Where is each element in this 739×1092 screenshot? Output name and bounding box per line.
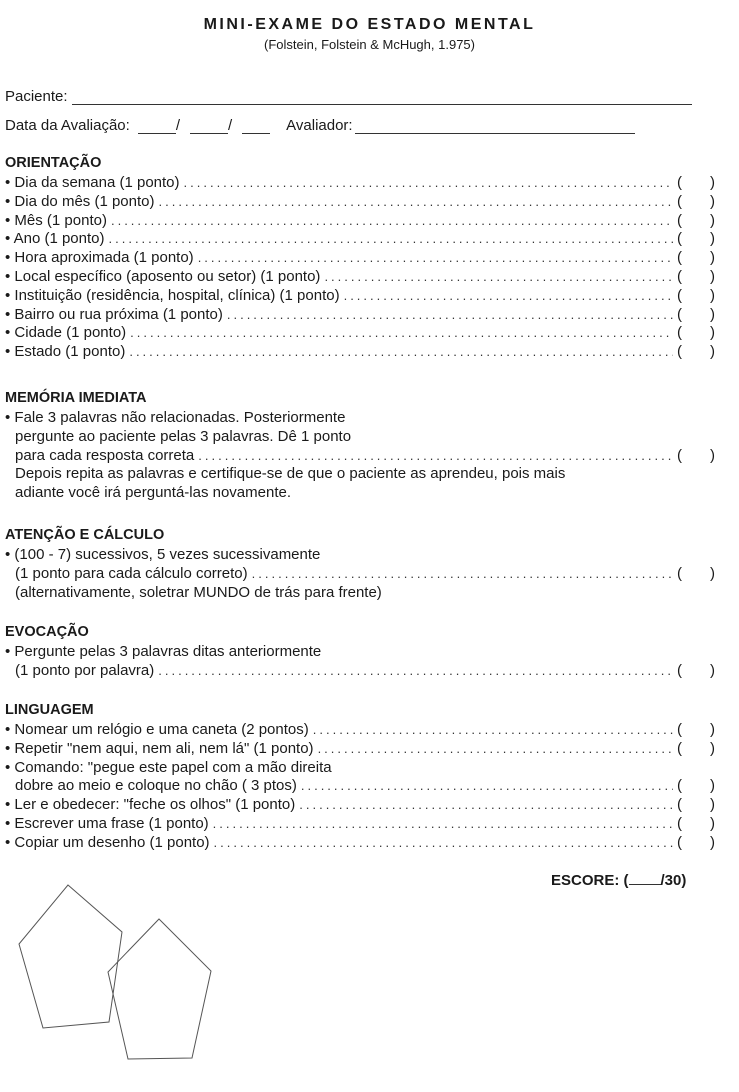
leader-dots (198, 447, 673, 466)
item-text: dobre ao meio e coloque no chão ( 3 ptos) (15, 777, 297, 795)
section-title: ATENÇÃO E CÁLCULO (5, 527, 165, 543)
item-row (5, 643, 715, 662)
leader-dots (111, 212, 673, 231)
paren-open: ( (677, 324, 682, 342)
item-row (5, 287, 715, 306)
score-box[interactable] (677, 740, 715, 759)
patient-field (5, 88, 692, 105)
paren-open: ( (677, 211, 682, 229)
item-text: • Repetir "nem aqui, nem ali, nem lá" (1 ponto) (5, 739, 314, 757)
item-text: • Escrever uma frase (1 ponto) (5, 814, 209, 832)
paren-close: ) (710, 796, 715, 814)
paren-open: ( (677, 305, 682, 323)
date-separator: / (175, 117, 180, 134)
item-text: • Mês (1 ponto) (5, 211, 107, 229)
date-day-line[interactable] (138, 119, 176, 134)
paren-open: ( (677, 721, 682, 738)
leader-dots (213, 815, 673, 834)
item-row (5, 193, 715, 212)
paren-close: ) (710, 343, 715, 361)
paren-close: ) (710, 305, 715, 323)
item-text: • Nomear um relógio e uma caneta (2 pontos) (5, 721, 309, 738)
leader-dots (130, 324, 673, 343)
leader-dots (158, 662, 673, 681)
date-month-line[interactable] (190, 119, 228, 134)
paren-open: ( (677, 249, 682, 267)
score-box[interactable] (677, 268, 715, 287)
item-text: • Comando: "pegue este papel com a mão direita (5, 758, 332, 776)
evaluator-label: Avaliador: (286, 117, 353, 134)
item-row (5, 409, 715, 428)
score-total: /30) (660, 872, 687, 889)
paren-close: ) (710, 211, 715, 229)
score-box[interactable] (677, 834, 715, 853)
score-box[interactable] (677, 815, 715, 834)
paren-open: ( (677, 286, 682, 304)
score-box[interactable] (677, 343, 715, 362)
paren-open: ( (677, 267, 682, 285)
page-title: MINI-EXAME DO ESTADO MENTAL (203, 16, 536, 33)
paren-close: ) (710, 174, 715, 191)
paren-open: ( (677, 661, 682, 679)
section-4 (5, 701, 715, 853)
date-label: Data da Avaliação: (5, 117, 130, 134)
paren-close: ) (710, 739, 715, 757)
score-label: ESCORE: ( (551, 872, 629, 889)
leader-dots (299, 796, 673, 815)
item-row (5, 777, 715, 796)
paren-open: ( (677, 833, 682, 851)
leader-dots (109, 230, 674, 249)
paren-close: ) (710, 192, 715, 210)
leader-dots (184, 174, 673, 193)
item-row (5, 565, 715, 584)
item-row (5, 465, 715, 484)
score-box[interactable] (677, 447, 715, 466)
section-title: EVOCAÇÃO (5, 624, 89, 640)
item-row (5, 759, 715, 778)
item-text: (1 ponto para cada cálculo correto) (15, 564, 248, 582)
item-row (5, 721, 715, 740)
paren-open: ( (677, 777, 682, 795)
item-text: • Fale 3 palavras não relacionadas. Posteriormente (5, 409, 346, 426)
item-text: • Pergunte pelas 3 palavras ditas anteriormente (5, 643, 322, 660)
item-row (5, 815, 715, 834)
section-1 (5, 389, 715, 503)
paren-open: ( (677, 343, 682, 361)
item-text: • Dia do mês (1 ponto) (5, 192, 155, 210)
score-box[interactable] (677, 212, 715, 231)
paren-close: ) (710, 564, 715, 582)
paren-close: ) (710, 721, 715, 738)
item-text: • Copiar um desenho (1 ponto) (5, 833, 210, 851)
paren-open: ( (677, 192, 682, 210)
paren-open: ( (677, 446, 682, 464)
score-box[interactable] (677, 777, 715, 796)
item-text: (1 ponto por palavra) (15, 661, 155, 679)
item-text: • Hora aproximada (1 ponto) (5, 249, 194, 267)
item-text: • Dia da semana (1 ponto) (5, 174, 180, 191)
item-row (5, 662, 715, 681)
score-box[interactable] (677, 796, 715, 815)
score-box[interactable] (677, 721, 715, 740)
paren-close: ) (710, 661, 715, 679)
item-text: • Ler e obedecer: "feche os olhos" (1 ponto) (5, 796, 296, 814)
score-box[interactable] (677, 324, 715, 343)
paren-close: ) (710, 267, 715, 285)
score-box[interactable] (677, 287, 715, 306)
evaluator-input-line[interactable] (355, 119, 635, 134)
item-text: • Instituição (residência, hospital, clínica) (1 ponto) (5, 286, 340, 304)
score-box[interactable] (677, 306, 715, 325)
paren-close: ) (710, 833, 715, 851)
section-title: ORIENTAÇÃO (5, 155, 102, 171)
item-text: • Bairro ou rua próxima (1 ponto) (5, 305, 223, 323)
section-3 (5, 623, 715, 681)
score (551, 872, 686, 889)
score-box[interactable] (677, 565, 715, 584)
item-row (5, 428, 715, 447)
leader-dots (318, 740, 673, 759)
leader-dots (344, 287, 673, 306)
item-text: Depois repita as palavras e certifique-se de que o paciente as aprendeu, pois mais (15, 465, 566, 483)
score-box[interactable] (677, 662, 715, 681)
paren-close: ) (710, 286, 715, 304)
paren-open: ( (677, 564, 682, 582)
item-row (5, 834, 715, 853)
score-input-line[interactable] (629, 872, 661, 885)
paren-close: ) (710, 446, 715, 464)
leader-dots (159, 193, 674, 212)
item-row (5, 796, 715, 815)
patient-label: Paciente: (5, 88, 68, 105)
item-text: para cada resposta correta (15, 446, 195, 464)
section-0 (5, 154, 715, 362)
item-row (5, 343, 715, 362)
item-row (5, 584, 715, 603)
patient-input-line[interactable] (72, 90, 692, 105)
paren-close: ) (710, 777, 715, 795)
item-text: (alternativamente, soletrar MUNDO de trás para frente) (15, 583, 382, 601)
interlocking-pentagons-drawing (0, 870, 260, 1070)
date-year-line[interactable] (242, 119, 270, 134)
paren-close: ) (710, 230, 715, 248)
paren-open: ( (677, 230, 682, 248)
item-text: • Local específico (aposento ou setor) (1 ponto) (5, 267, 321, 285)
leader-dots (313, 721, 673, 740)
item-row (5, 268, 715, 287)
item-row (5, 447, 715, 466)
item-text: • Ano (1 ponto) (5, 230, 105, 248)
item-row (5, 230, 715, 249)
item-row (5, 484, 715, 503)
paren-open: ( (677, 174, 682, 191)
date-separator: / (227, 117, 233, 134)
paren-close: ) (710, 814, 715, 832)
item-row (5, 740, 715, 759)
date-evaluator-field (5, 117, 635, 134)
item-row (5, 306, 715, 325)
leader-dots (214, 834, 673, 853)
leader-dots (227, 306, 673, 325)
item-text: • (100 - 7) sucessivos, 5 vezes sucessivamente (5, 546, 321, 563)
paren-open: ( (677, 796, 682, 814)
item-text: pergunte ao paciente pelas 3 palavras. Dê 1 ponto (15, 427, 352, 445)
leader-dots (129, 343, 673, 362)
paren-close: ) (710, 324, 715, 342)
leader-dots (301, 777, 673, 796)
item-row (5, 174, 715, 193)
item-text: • Cidade (1 ponto) (5, 324, 127, 342)
paren-close: ) (710, 249, 715, 267)
paren-open: ( (677, 814, 682, 832)
item-text: • Estado (1 ponto) (5, 343, 126, 361)
leader-dots (198, 249, 673, 268)
score-box[interactable] (677, 174, 715, 193)
item-row (5, 324, 715, 343)
item-text: adiante você irá perguntá-las novamente. (15, 484, 292, 502)
page-subtitle: (Folstein, Folstein & McHugh, 1.975) (264, 37, 475, 52)
score-box[interactable] (677, 193, 715, 212)
section-title: LINGUAGEM (5, 702, 94, 718)
leader-dots (252, 565, 673, 584)
pentagon-right (108, 919, 211, 1059)
score-box[interactable] (677, 230, 715, 249)
paren-open: ( (677, 739, 682, 757)
score-box[interactable] (677, 249, 715, 268)
section-title: MEMÓRIA IMEDIATA (5, 390, 147, 406)
item-row (5, 546, 715, 565)
leader-dots (324, 268, 673, 287)
section-2 (5, 526, 715, 602)
item-row (5, 212, 715, 231)
item-row (5, 249, 715, 268)
pentagon-left (19, 885, 122, 1028)
